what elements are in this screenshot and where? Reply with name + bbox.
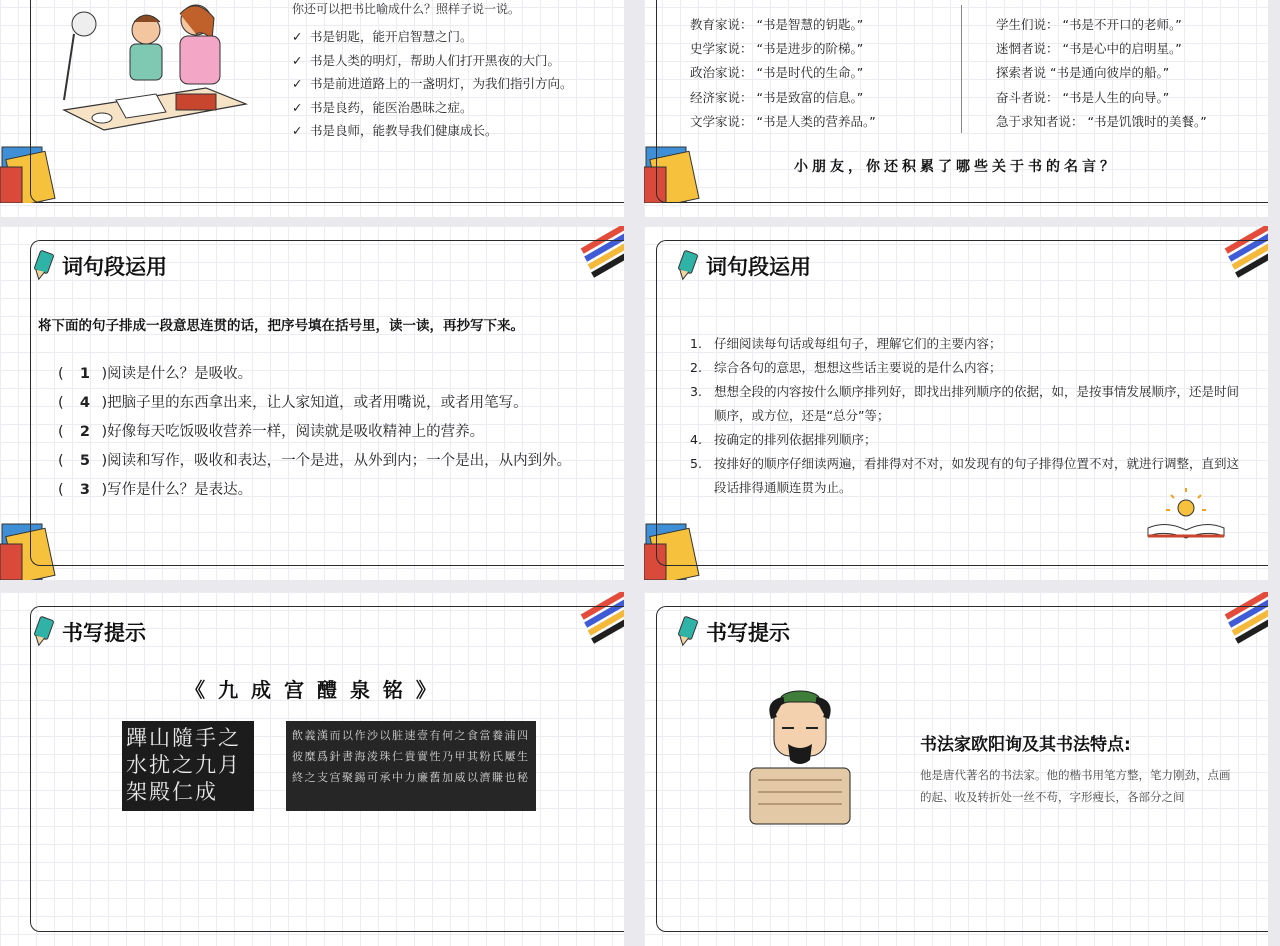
slide-title: 词句段运用 — [678, 250, 811, 282]
checkmark-icon: ✓ — [292, 29, 303, 44]
list-item: 4. 按确定的排列依据排列顺序； — [690, 432, 877, 447]
quote-line: 奋斗者说： “书是人生的向导。” — [996, 89, 1170, 105]
sentence-rows — [58, 360, 571, 505]
quote-line: 政治家说： “书是时代的生命。” — [690, 65, 864, 81]
quote-line: 文学家说： “书是人类的营养品。” — [690, 113, 876, 129]
books-stack-icon — [644, 137, 710, 203]
order-number: 1 — [79, 366, 90, 382]
list-item: 2. 综合各句的意思，想想这些话主要说的是什么内容； — [690, 360, 1002, 375]
quote-line: 史学家说： “书是进步的阶梯。” — [690, 41, 864, 57]
pencil-icon — [678, 616, 698, 648]
quote-line: 急于求知者说： “书是饥饿时的美餐。” — [996, 113, 1207, 129]
order-number: 2 — [79, 424, 90, 440]
slide-book-quotes[interactable] — [644, 0, 1268, 217]
order-number: 4 — [79, 395, 90, 411]
quote-line: 探索者说 “书是通向彼岸的船。” — [996, 65, 1170, 81]
list-item: ✓ 书是前进道路上的一盏明灯，为我们指引方向。 — [292, 72, 573, 96]
sentence-row: ( 1 )阅读是什么？是吸收。 — [58, 360, 571, 389]
checkmark-icon: ✓ — [292, 76, 303, 91]
quote-line: 教育家说： “书是智慧的钥匙。” — [690, 17, 864, 32]
list-item: ✓ 书是良师，能教导我们健康成长。 — [292, 119, 573, 143]
slide-title: 书写提示 — [34, 616, 146, 648]
list-item: 5. 按排好的顺序仔细读两遍，看排得对不对，如发现有的句子排得位置不对，就进行调整，直到这段话排得通顺连贯为止。 — [690, 456, 1240, 495]
prompt-question: 小朋友，你还积累了哪些关于书的名言？ — [794, 159, 1118, 175]
pencil-icon — [34, 616, 54, 648]
colored-pencils-icon — [570, 226, 624, 280]
slide-sentence-ordering[interactable] — [0, 226, 624, 580]
pencil-icon — [34, 250, 54, 282]
quote-line: 学生们说： “书是不开口的老师。” — [996, 17, 1182, 32]
slide-book-metaphors[interactable] — [0, 0, 624, 217]
slide-title: 书写提示 — [678, 616, 790, 648]
calligrapher-portrait-illustration — [744, 688, 854, 828]
order-number: 5 — [79, 453, 90, 469]
list-item: ✓ 书是良药，能医治愚昧之症。 — [292, 96, 573, 120]
slide-calligrapher-ouyang[interactable] — [644, 592, 1268, 946]
sentence-row: ( 2 )好像每天吃饭吸收营养一样，阅读就是吸收精神上的营养。 — [58, 418, 571, 447]
calligraphy-rubbing-small: 飲義漢而以作沙以脏速壹有何之食當養浦四彼糜爲針書海淩珠仁貴實性乃甲其粉氏屢生終之支宫聚錫可承中力廉舊加威以濟賺也秘 — [286, 721, 536, 811]
quote-line: 迷惘者说： “书是心中的启明星。” — [996, 41, 1182, 57]
list-item: 1. 仔细阅读每句话或每组句子，理解它们的主要内容； — [690, 336, 1002, 351]
list-item: 3. 想想全段的内容按什么顺序排列好，即找出排列顺序的依据，如，是按事情发展顺序，还是时间顺序，或方位，还是“总分”等； — [690, 384, 1240, 423]
list-item: ✓ 书是钥匙，能开启智慧之门。 — [292, 25, 573, 49]
colored-pencils-icon — [1214, 592, 1268, 646]
colored-pencils-icon — [1214, 226, 1268, 280]
method-steps — [690, 332, 1250, 500]
colored-pencils-icon — [570, 592, 624, 646]
slide-ordering-method[interactable] — [644, 226, 1268, 580]
quotes-right-column — [996, 13, 1207, 134]
sentence-row: ( 3 )写作是什么？是表达。 — [58, 476, 571, 505]
quotes-left-column — [690, 13, 876, 134]
tablet-heading: 《 九 成 宫 醴 泉 铭 》 — [185, 678, 439, 702]
instruction-text: 将下面的句子排成一段意思连贯的话，把序号填在括号里，读一读，再抄写下来。 — [38, 318, 524, 334]
quote-line: 经济家说： “书是致富的信息。” — [690, 89, 864, 105]
books-stack-icon — [0, 514, 66, 580]
family-reading-illustration — [56, 0, 276, 140]
checkmark-icon: ✓ — [292, 123, 303, 138]
slide-title: 词句段运用 — [34, 250, 167, 282]
open-book-lightbulb-icon — [1144, 488, 1228, 544]
books-stack-icon — [0, 137, 66, 203]
calligrapher-description: 他是唐代著名的书法家。他的楷书用笔方整，笔力刚劲，点画的起、收及转折处一丝不苟，字形瘦长，各部分之间 — [920, 768, 1231, 804]
calligraphy-rubbing-large: 蹕山隨手之 水扰之九月 架殿仁成 — [122, 721, 254, 811]
pencil-icon — [678, 250, 698, 282]
question-text: 你还可以把书比喻成什么？照样子说一说。 — [292, 2, 521, 16]
order-number: 3 — [79, 482, 90, 498]
calligrapher-subtitle: 书法家欧阳询及其书法特点: — [920, 735, 1131, 755]
checkmark-icon: ✓ — [292, 52, 303, 68]
metaphor-list — [292, 25, 573, 143]
column-divider — [961, 5, 962, 133]
sentence-row: ( 4 )把脑子里的东西拿出来，让人家知道，或者用嘴说，或者用笔写。 — [58, 389, 571, 418]
books-stack-icon — [644, 514, 710, 580]
sentence-row: ( 5 )阅读和写作，吸收和表达，一个是进，从外到内；一个是出，从内到外。 — [58, 447, 571, 476]
list-item: ✓ 书是人类的明灯，帮助人们打开黑夜的大门。 — [292, 49, 573, 73]
slide-calligraphy-tablet[interactable] — [0, 592, 624, 946]
checkmark-icon: ✓ — [292, 99, 303, 115]
